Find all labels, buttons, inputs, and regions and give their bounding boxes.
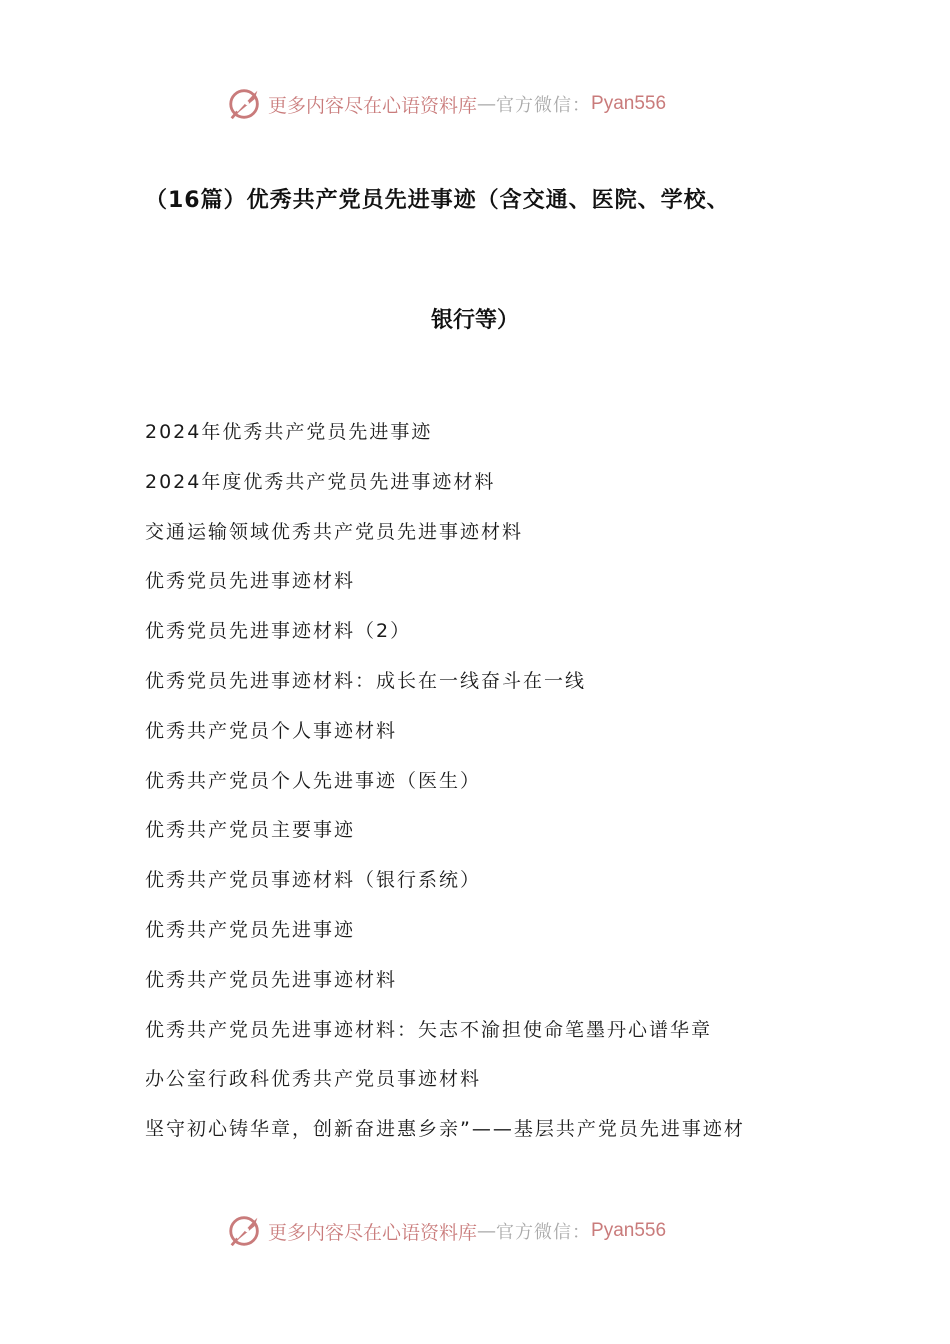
toc-item: 优秀共产党员先进事迹 — [145, 918, 356, 941]
toc-item: 办公室行政科优秀共产党员事迹材料 — [145, 1068, 482, 1091]
banner-text: 更多内容尽在心语资料库 — [268, 94, 478, 117]
banner-wechat-label: 官方微信： — [496, 95, 592, 116]
toc-item: 优秀党员先进事迹材料（2） — [145, 620, 412, 643]
header-watermark-banner — [226, 84, 666, 124]
toc-item: 2024年优秀共产党员先进事迹 — [145, 421, 433, 443]
table-of-contents — [145, 418, 745, 1165]
toc-item: 优秀共产党员主要事迹 — [145, 819, 356, 842]
toc-item: 优秀共产党员个人事迹材料 — [145, 719, 398, 742]
toc-item: 优秀党员先进事迹材料 — [145, 570, 356, 593]
banner-text: 更多内容尽在心语资料库 — [268, 1221, 478, 1244]
banner-wechat-id: Pyan556 — [591, 93, 667, 114]
banner-dash: — — [477, 93, 497, 115]
toc-item: 优秀党员先进事迹材料：成长在一线奋斗在一线 — [145, 669, 587, 692]
toc-item: 优秀共产党员个人先进事迹（医生） — [145, 769, 482, 792]
toc-item: 优秀共产党员事迹材料（银行系统） — [145, 869, 482, 892]
footer-watermark-banner — [226, 1211, 666, 1251]
banner-dash: — — [477, 1220, 497, 1242]
toc-item: 优秀共产党员先进事迹材料 — [145, 968, 398, 991]
banner-wechat-label: 官方微信： — [496, 1222, 592, 1243]
toc-item: 坚守初心铸华章，创新奋进惠乡亲”——基层共产党员先进事迹材 — [145, 1118, 745, 1141]
pen-nib-logo-icon — [226, 1212, 264, 1250]
toc-item: 交通运输领域优秀共产党员先进事迹材料 — [145, 520, 524, 543]
pen-nib-logo-icon — [226, 85, 264, 123]
toc-item: 2024年度优秀共产党员先进事迹材料 — [145, 470, 496, 493]
document-title-line-2: 银行等） — [430, 308, 519, 333]
toc-item: 优秀共产党员先进事迹材料：矢志不渝担使命笔墨丹心谱华章 — [145, 1018, 713, 1041]
document-title-line-1: （16篇）优秀共产党员先进事迹（含交通、医院、学校、 — [145, 188, 730, 213]
banner-wechat-id: Pyan556 — [591, 1220, 667, 1241]
